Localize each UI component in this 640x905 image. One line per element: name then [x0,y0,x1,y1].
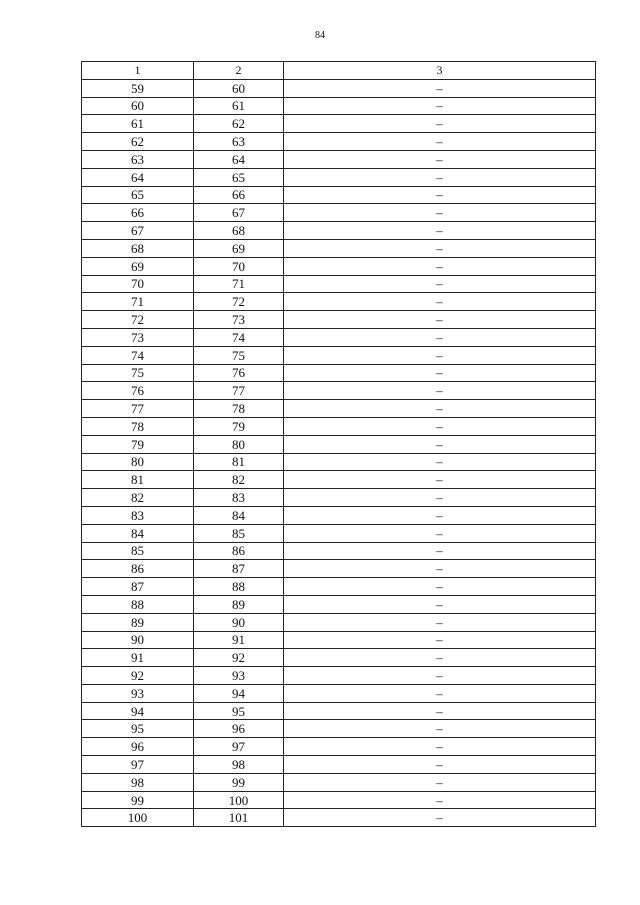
table-row [82,133,596,151]
table-cell-col-3: – [284,667,596,685]
table-row [82,684,596,702]
table-cell-col-1: 70 [82,275,194,293]
table-cell-col-3: – [284,115,596,133]
table-row [82,489,596,507]
table-cell-col-1: 98 [82,773,194,791]
table-cell-col-1: 87 [82,578,194,596]
table-cell-col-3: – [284,791,596,809]
page-number: 84 [315,30,325,41]
table-cell-col-3: – [284,631,596,649]
table-cell-col-3: – [284,257,596,275]
table-cell-col-1: 65 [82,186,194,204]
table-cell-col-2: 65 [194,168,284,186]
table-cell-col-1: 80 [82,453,194,471]
table-cell-col-1: 61 [82,115,194,133]
table-cell-col-1: 86 [82,560,194,578]
table-cell-col-3: – [284,506,596,524]
table-cell-col-1: 66 [82,204,194,222]
table-cell-col-2: 92 [194,649,284,667]
table-row [82,791,596,809]
table-cell-col-2: 99 [194,773,284,791]
table-cell-col-1: 67 [82,222,194,240]
table-row [82,150,596,168]
table-cell-col-2: 60 [194,79,284,97]
table-row [82,186,596,204]
table-cell-col-3: – [284,524,596,542]
table-row [82,168,596,186]
table-cell-col-3: – [284,239,596,257]
data-table [81,61,596,827]
table-body [82,79,596,826]
table-row [82,364,596,382]
table-cell-col-1: 71 [82,293,194,311]
table-cell-col-2: 88 [194,578,284,596]
table-cell-col-2: 100 [194,791,284,809]
table-cell-col-2: 97 [194,738,284,756]
table-cell-col-2: 78 [194,400,284,418]
table-cell-col-3: – [284,168,596,186]
table-cell-col-3: – [284,453,596,471]
table-cell-col-1: 93 [82,684,194,702]
table-cell-col-2: 70 [194,257,284,275]
table-cell-col-1: 99 [82,791,194,809]
table-row [82,560,596,578]
table-cell-col-3: – [284,417,596,435]
table-cell-col-1: 68 [82,239,194,257]
header-row [82,62,596,80]
table-cell-col-1: 79 [82,435,194,453]
table-cell-col-3: – [284,79,596,97]
table-cell-col-3: – [284,720,596,738]
table-cell-col-3: – [284,613,596,631]
table-cell-col-1: 78 [82,417,194,435]
table-cell-col-1: 90 [82,631,194,649]
table-cell-col-3: – [284,346,596,364]
table-cell-col-2: 72 [194,293,284,311]
table-cell-col-3: – [284,435,596,453]
table-cell-col-3: – [284,684,596,702]
table-cell-col-2: 86 [194,542,284,560]
table-cell-col-1: 62 [82,133,194,151]
table-cell-col-3: – [284,738,596,756]
table-header [82,62,596,80]
table-cell-col-3: – [284,328,596,346]
column-header-2: 2 [194,62,284,80]
table-row [82,311,596,329]
table-cell-col-3: – [284,293,596,311]
table-cell-col-3: – [284,542,596,560]
table-cell-col-3: – [284,773,596,791]
table-cell-col-2: 96 [194,720,284,738]
table-cell-col-2: 63 [194,133,284,151]
table-cell-col-1: 74 [82,346,194,364]
table-cell-col-1: 75 [82,364,194,382]
table-cell-col-2: 82 [194,471,284,489]
table-cell-col-1: 60 [82,97,194,115]
table-cell-col-1: 91 [82,649,194,667]
table-cell-col-1: 100 [82,809,194,827]
table-cell-col-2: 84 [194,506,284,524]
table-cell-col-2: 73 [194,311,284,329]
table-row [82,542,596,560]
table-cell-col-2: 75 [194,346,284,364]
table-cell-col-2: 64 [194,150,284,168]
table-row [82,738,596,756]
table-row [82,417,596,435]
table-cell-col-2: 101 [194,809,284,827]
table-cell-col-3: – [284,275,596,293]
table-cell-col-3: – [284,204,596,222]
table-cell-col-2: 68 [194,222,284,240]
table-cell-col-3: – [284,489,596,507]
table-cell-col-2: 95 [194,702,284,720]
table-cell-col-2: 79 [194,417,284,435]
table-cell-col-2: 62 [194,115,284,133]
table-row [82,435,596,453]
table-cell-col-2: 87 [194,560,284,578]
table-row [82,702,596,720]
table-cell-col-3: – [284,756,596,774]
table-cell-col-1: 95 [82,720,194,738]
table-cell-col-2: 90 [194,613,284,631]
table-row [82,631,596,649]
table-cell-col-2: 80 [194,435,284,453]
table-cell-col-1: 92 [82,667,194,685]
table-cell-col-3: – [284,578,596,596]
table-cell-col-3: – [284,400,596,418]
table-cell-col-1: 69 [82,257,194,275]
table-cell-col-3: – [284,702,596,720]
table-row [82,809,596,827]
table-row [82,328,596,346]
table-cell-col-2: 67 [194,204,284,222]
table-cell-col-2: 81 [194,453,284,471]
table-cell-col-2: 91 [194,631,284,649]
table-row [82,222,596,240]
table-cell-col-3: – [284,186,596,204]
table-cell-col-1: 88 [82,595,194,613]
table-row [82,346,596,364]
table-cell-col-1: 97 [82,756,194,774]
table-row [82,400,596,418]
table-row [82,578,596,596]
table-cell-col-2: 98 [194,756,284,774]
table-cell-col-1: 84 [82,524,194,542]
table-cell-col-3: – [284,382,596,400]
table-row [82,756,596,774]
table-cell-col-1: 85 [82,542,194,560]
table-row [82,667,596,685]
table-row [82,720,596,738]
table-row [82,595,596,613]
table-cell-col-2: 93 [194,667,284,685]
table-cell-col-1: 76 [82,382,194,400]
table-cell-col-1: 94 [82,702,194,720]
table-row [82,293,596,311]
table-cell-col-2: 76 [194,364,284,382]
table-row [82,524,596,542]
table-cell-col-1: 73 [82,328,194,346]
table-cell-col-1: 89 [82,613,194,631]
table-cell-col-3: – [284,311,596,329]
table-cell-col-1: 72 [82,311,194,329]
table-cell-col-2: 66 [194,186,284,204]
table-cell-col-3: – [284,97,596,115]
table-row [82,239,596,257]
table-cell-col-3: – [284,150,596,168]
table-cell-col-2: 69 [194,239,284,257]
table-row [82,471,596,489]
table-row [82,275,596,293]
table-row [82,204,596,222]
table-cell-col-1: 96 [82,738,194,756]
column-header-1: 1 [82,62,194,80]
table-cell-col-3: – [284,133,596,151]
table-row [82,506,596,524]
table-cell-col-3: – [284,560,596,578]
table-row [82,453,596,471]
table-cell-col-2: 77 [194,382,284,400]
table-cell-col-1: 82 [82,489,194,507]
table-cell-col-1: 83 [82,506,194,524]
column-header-3: 3 [284,62,596,80]
table-cell-col-2: 71 [194,275,284,293]
table-cell-col-3: – [284,809,596,827]
table-cell-col-2: 85 [194,524,284,542]
table-row [82,257,596,275]
table-row [82,773,596,791]
table-cell-col-3: – [284,364,596,382]
table-cell-col-2: 89 [194,595,284,613]
table-cell-col-1: 81 [82,471,194,489]
table-cell-col-2: 74 [194,328,284,346]
table-cell-col-2: 61 [194,97,284,115]
table-cell-col-1: 59 [82,79,194,97]
table-cell-col-1: 63 [82,150,194,168]
table-cell-col-3: – [284,222,596,240]
table-row [82,115,596,133]
table-cell-col-1: 64 [82,168,194,186]
table-row [82,649,596,667]
table-row [82,382,596,400]
table-row [82,97,596,115]
table-cell-col-2: 83 [194,489,284,507]
table-cell-col-3: – [284,595,596,613]
table-row [82,613,596,631]
table-cell-col-3: – [284,649,596,667]
table-cell-col-2: 94 [194,684,284,702]
table-row [82,79,596,97]
table-cell-col-1: 77 [82,400,194,418]
table-cell-col-3: – [284,471,596,489]
